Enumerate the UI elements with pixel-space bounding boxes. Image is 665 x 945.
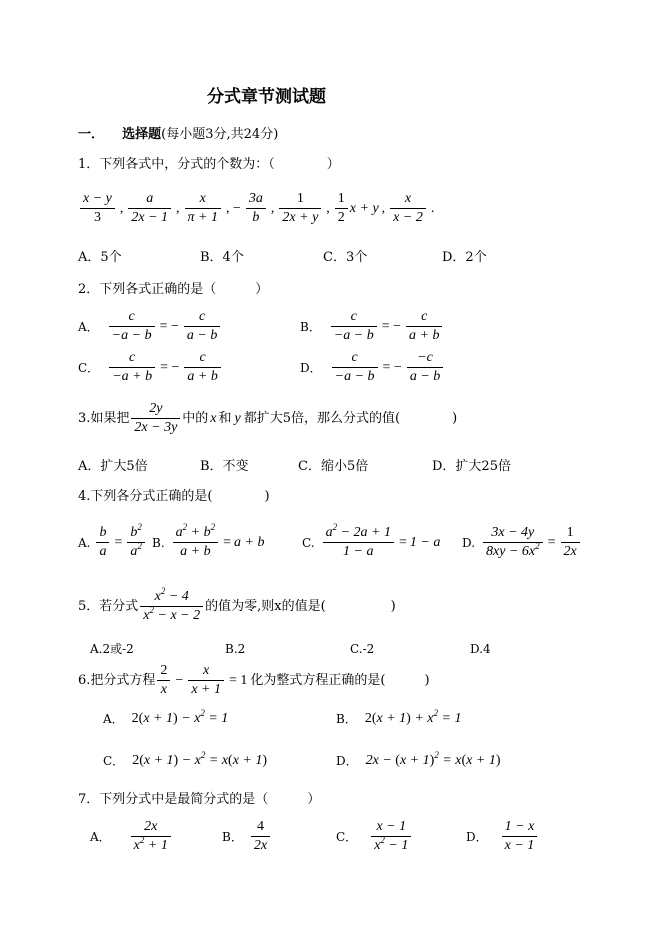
q3-mid: 和 (218, 411, 232, 426)
q4-option-c: C. $\frac{a^2 - 2a + 1}{1 - a}$ = 1 − a (302, 522, 441, 559)
q1-frac-3: $\frac{x}{\pi + 1}$ (185, 190, 221, 227)
q3-suffix: 中的 (182, 411, 209, 426)
q2-option-b: B． $\frac{c}{-a - b}$ = − $\frac{c}{a + b}$ (300, 308, 444, 345)
question-1-expressions: $\frac{x - y}{3}$ , $\frac{a}{2x - 1}$ , $\frac{x}{\pi + 1}$ , − $\frac{3a}{b}$ , $\frac{1}{2x + y}$ , $\frac{1}{2}$ x + y , $\frac{x}{x - 2}$ . (78, 190, 437, 227)
q1-frac-7: $\frac{x}{x - 2}$ (390, 190, 426, 227)
q7-label-a: A． (90, 829, 111, 844)
q7-option-c: C． $\frac{x - 1}{x^2 - 1}$ (336, 818, 413, 855)
q2-option-a: A． $\frac{c}{-a - b}$ = − $\frac{c}{a - b}$ (78, 308, 222, 345)
q7-label-d: D． (466, 829, 488, 844)
q2-option-d: D． $\frac{c}{-a - b}$ = − $\frac{-c}{a - b}$ (300, 349, 445, 386)
q5-option-c: C.-2 (350, 642, 375, 656)
q4-label-b: B. (152, 535, 165, 550)
question-1-text: 1．下列各式中，分式的个数为：（ ） (78, 157, 340, 172)
question-5-text: 5．若分式 $\frac{x^2 - 4}{x^2 - x - 2}$ 的值为零,则x的值是( ) (78, 586, 396, 623)
q4-option-d: D. $\frac{3x - 4y}{8xy - 6x^2}$ = $\frac{1}{2x}$ (462, 524, 582, 561)
q6-label-b: B． (336, 712, 357, 726)
q6-option-c: C． $2(x + 1) - x^2 = x(x + 1)$ (103, 750, 268, 768)
q1-frac-1: $\frac{x - y}{3}$ (80, 190, 115, 227)
question-3-text: 3.如果把 $\frac{2y}{2x - 3y}$ 中的 x 和 y 都扩大5倍，那么分式的值( ) (78, 401, 458, 435)
q3-option-b: B．不变 (200, 459, 249, 474)
q2-label-a: A． (78, 319, 99, 334)
q4-option-a: A. $\frac{b}{a}$ = $\frac{b^2}{a^2}$ (78, 524, 147, 561)
q1-frac-5: $\frac{1}{2x + y}$ (279, 190, 321, 227)
q6-label-c: C． (103, 754, 125, 768)
q6-option-b: B． $2(x + 1) + x^2 = 1$ (336, 708, 462, 726)
q4-option-b: B. $\frac{a^2 + b^2}{a + b}$ = a + b (152, 522, 265, 559)
q1-option-b: B．4个 (200, 250, 244, 265)
section-number: 一． (78, 127, 105, 142)
q4-label-c: C. (302, 535, 315, 550)
q7-label-c: C． (336, 829, 358, 844)
q2-label-c: C． (78, 360, 100, 375)
q4-label-d: D. (462, 535, 476, 550)
page-title: 分式章节测试题 (207, 87, 326, 107)
q5-option-a: A.2或-2 (90, 642, 134, 656)
q3-prefix: 3.如果把 (78, 411, 130, 426)
q3-option-a: A．扩大5倍 (78, 459, 148, 474)
q5-suffix: 的值为零,则x的值是( ) (205, 599, 396, 614)
q1-option-c: C．3个 (323, 250, 368, 265)
q6-suffix: 化为整式方程正确的是( ) (250, 673, 430, 688)
section-name: 选择题 (122, 127, 162, 142)
question-6-text: 6.把分式方程 $\frac{2}{x}$ − $\frac{x}{x + 1}$ = 1 化为整式方程正确的是( ) (78, 663, 430, 697)
q5-prefix: 5．若分式 (78, 599, 139, 614)
q2-label-d: D． (300, 360, 322, 375)
q6-label-d: D． (336, 754, 358, 768)
section-note: (每小题3分,共24分) (161, 127, 279, 142)
question-2-text: 2．下列各式正确的是（ ） (78, 282, 269, 297)
q6-option-d: D． $2x - (x + 1)^2 = x(x + 1)$ (336, 750, 501, 768)
q7-option-b: B． $\frac{4}{2x}$ (222, 818, 272, 855)
q6-option-a: A． $2(x + 1) - x^2 = 1$ (103, 708, 229, 726)
q1-frac-6: $\frac{1}{2}$ (335, 190, 348, 227)
q5-option-d: D.4 (470, 642, 491, 656)
q3-suffix2: 都扩大5倍，那么分式的值( ) (243, 411, 458, 426)
q4-label-a: A. (78, 535, 91, 550)
question-7-text: 7．下列分式中是最简分式的是（ ） (78, 792, 321, 807)
q6-prefix: 6.把分式方程 (78, 673, 156, 688)
q1-option-d: D．2个 (442, 250, 487, 265)
q2-label-b: B． (300, 319, 321, 334)
q7-label-b: B． (222, 829, 243, 844)
q2-option-c: C． $\frac{c}{-a + b}$ = − $\frac{c}{a + b}$ (78, 349, 223, 386)
q7-option-d: D． $\frac{1 - x}{x - 1}$ (466, 818, 539, 855)
q1-frac-2: $\frac{a}{2x - 1}$ (128, 190, 171, 227)
q3-option-d: D．扩大25倍 (432, 459, 511, 474)
q6-label-a: A． (103, 712, 124, 726)
section-header (78, 128, 278, 141)
q1-option-a: A．5个 (78, 250, 122, 265)
q7-option-a: A． $\frac{2x}{x^2 + 1}$ (90, 818, 173, 855)
q1-frac-4: $\frac{3a}{b}$ (246, 190, 266, 227)
q5-option-b: B.2 (225, 642, 246, 656)
question-4-text: 4.下列各分式正确的是( ) (78, 489, 270, 504)
q3-option-c: C．缩小5倍 (298, 459, 369, 474)
